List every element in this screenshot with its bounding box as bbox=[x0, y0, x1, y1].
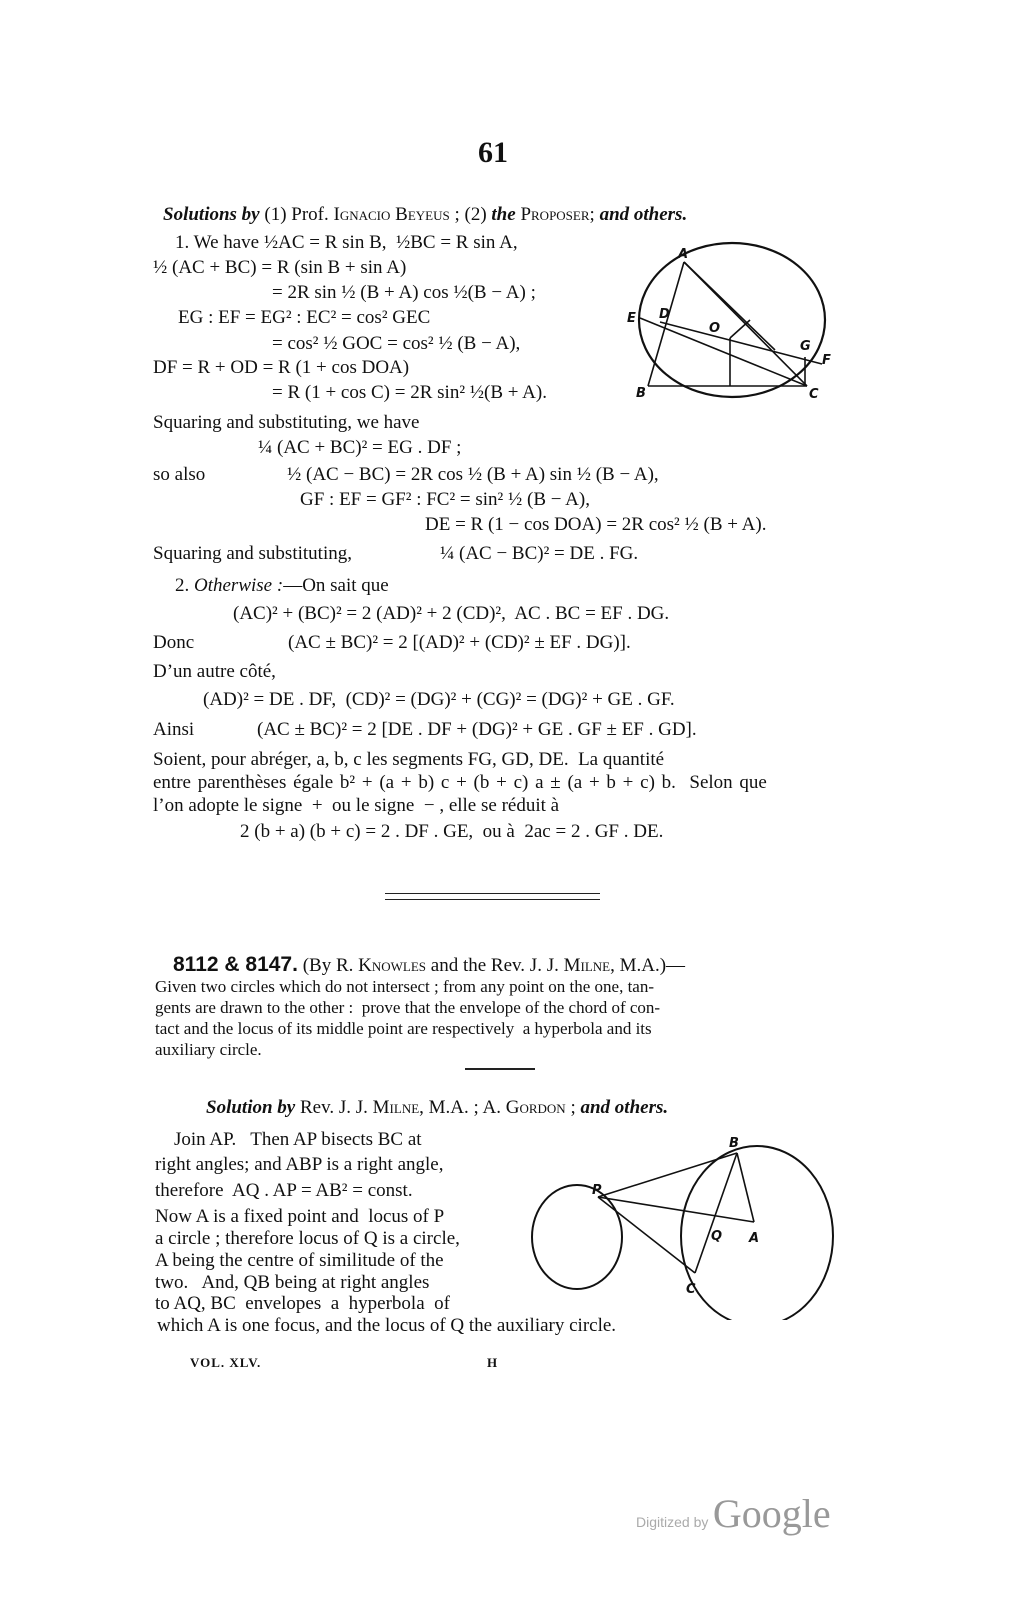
heading-text: ; (2) bbox=[449, 204, 492, 225]
text-line: GF : EF = GF² : FC² = sin² ½ (B − A), bbox=[300, 489, 590, 510]
text-line: = 2R sin ½ (B + A) cos ½(B − A) ; bbox=[272, 282, 536, 303]
text-line: ¼ (AC − BC)² = DE . FG. bbox=[440, 543, 639, 564]
equation: 2 (b + a) (b + c) = 2 . DF . GE, ou à 2ac = 2 . GF . DE. bbox=[240, 821, 664, 842]
text-line: therefore AQ . AP = AB² = const. bbox=[155, 1180, 413, 1201]
text-line: so also bbox=[153, 464, 206, 485]
heading-italic: and others. bbox=[580, 1097, 669, 1118]
text-line: which A is one focus, and the locus of Q the auxiliary circle. bbox=[157, 1315, 617, 1336]
question-line: tact and the locus of its middle point are respectively a hyperbola and its bbox=[155, 1019, 652, 1038]
text-line: Soient, pour abréger, a, b, c les segments FG, GD, DE. La quantité bbox=[153, 749, 665, 770]
question-line: auxiliary circle. bbox=[155, 1040, 262, 1059]
google-watermark bbox=[636, 1490, 831, 1537]
google-logo: Google bbox=[712, 1491, 831, 1536]
label-c: C bbox=[686, 1282, 696, 1297]
figure-circle-triangle bbox=[620, 235, 840, 410]
text-line: Now A is a fixed point and locus of P bbox=[155, 1206, 445, 1227]
intro-text: —On sait que bbox=[283, 575, 389, 596]
text-line: l’on adopte le signe + ou le signe − , elle se réduit à bbox=[153, 795, 560, 816]
heading-text: Rev. J. J. bbox=[295, 1097, 373, 1118]
signature-mark: H bbox=[487, 1355, 498, 1370]
text-line: Join AP. Then AP bisects BC at bbox=[174, 1129, 422, 1150]
heading-italic: Solutions by bbox=[163, 204, 260, 225]
heading-name: Ignacio Beyeus bbox=[333, 204, 450, 225]
text-line: ½ (AC − BC) = 2R cos ½ (B + A) sin ½ (B − A), bbox=[287, 464, 659, 485]
label-p: P bbox=[592, 1183, 602, 1198]
heading-italic: the bbox=[491, 204, 516, 225]
equation: (AC ± BC)² = 2 [DE . DF + (DG)² + GE . GF ± EF . GD]. bbox=[257, 719, 697, 740]
label-g: G bbox=[800, 339, 811, 354]
question-text: (By R. bbox=[297, 955, 359, 976]
text-line: to AQ, BC envelopes a hyperbola of bbox=[155, 1293, 450, 1314]
volume-footer: VOL. XLV. bbox=[190, 1355, 262, 1370]
text-line: Squaring and substituting, we have bbox=[153, 412, 420, 433]
text-line: EG : EF = EG² : EC² = cos² GEC bbox=[178, 307, 431, 328]
question-number: 8112 & 8147. bbox=[173, 953, 298, 976]
text-line: A being the centre of similitude of the bbox=[155, 1250, 444, 1271]
page-number: 61 bbox=[478, 136, 508, 169]
label-a: A bbox=[678, 247, 689, 262]
text-line: Ainsi bbox=[153, 719, 195, 740]
heading-italic: Solution by bbox=[206, 1097, 296, 1118]
text-line: = cos² ½ GOC = cos² ½ (B − A), bbox=[272, 333, 521, 354]
label-c: C bbox=[809, 387, 819, 402]
text-line: right angles; and ABP is a right angle, bbox=[155, 1154, 444, 1175]
heading-text: , M.A. ; A. bbox=[419, 1097, 506, 1118]
author-name: Milne bbox=[372, 1097, 420, 1118]
figure-two-circles bbox=[520, 1130, 840, 1320]
label-e: E bbox=[627, 311, 636, 326]
solution-heading bbox=[206, 1097, 668, 1119]
small-circle bbox=[532, 1185, 622, 1289]
text-line: entre parenthèses égale b² + (a + b) c + (b + c) a ± (a + b + c) b. Selon que bbox=[153, 772, 767, 793]
heading-text: ; bbox=[589, 204, 600, 225]
question-text: and the Rev. J. J. bbox=[426, 955, 564, 976]
otherwise-line bbox=[175, 575, 389, 597]
question-line: Given two circles which do not intersect ; from any point on the one, tan- bbox=[155, 977, 655, 996]
short-divider bbox=[465, 1068, 535, 1070]
heading-text: ; bbox=[565, 1097, 581, 1118]
author-name: Knowles bbox=[358, 955, 427, 976]
text-line: DF = R + OD = R (1 + cos DOA) bbox=[153, 357, 410, 378]
text-line: Donc bbox=[153, 632, 195, 653]
text-line: ½ (AC + BC) = R (sin B + sin A) bbox=[153, 257, 407, 278]
label-b: B bbox=[636, 386, 646, 401]
divider bbox=[385, 893, 600, 894]
equation: (AD)² = DE . DF, (CD)² = (DG)² + (CG)² = (DG)² + GE . GF. bbox=[203, 689, 675, 710]
text-line: ¼ (AC + BC)² = EG . DF ; bbox=[258, 437, 462, 458]
heading-text: (1) Prof. bbox=[259, 204, 334, 225]
label-b: B bbox=[729, 1136, 739, 1151]
heading-italic: and others. bbox=[599, 204, 688, 225]
author-name: Gordon bbox=[505, 1097, 566, 1118]
question-line: gents are drawn to the other : prove that the envelope of the chord of con- bbox=[155, 998, 661, 1017]
text-line: D’un autre côté, bbox=[153, 661, 276, 682]
label-q: Q bbox=[711, 1229, 723, 1244]
text-line: two. And, QB being at right angles bbox=[155, 1272, 430, 1293]
text-line: = R (1 + cos C) = 2R sin² ½(B + A). bbox=[272, 382, 547, 403]
divider bbox=[385, 899, 600, 900]
heading-name: Proposer bbox=[515, 204, 590, 225]
text-line: 1. We have ½AC = R sin B, ½BC = R sin A, bbox=[175, 232, 518, 253]
equation: (AC)² + (BC)² = 2 (AD)² + 2 (CD)², AC . BC = EF . DG. bbox=[233, 603, 670, 624]
label-f: F bbox=[822, 353, 831, 368]
otherwise-label: Otherwise : bbox=[194, 575, 284, 596]
solutions-heading bbox=[163, 204, 687, 226]
text-line: DE = R (1 − cos DOA) = 2R cos² ½ (B + A). bbox=[425, 514, 767, 535]
equation: (AC ± BC)² = 2 [(AD)² + (CD)² ± EF . DG)]. bbox=[288, 632, 631, 653]
text-line: Squaring and substituting, bbox=[153, 543, 352, 564]
author-name: Milne bbox=[563, 955, 611, 976]
label-d: D bbox=[659, 307, 670, 322]
question-text: , M.A.)— bbox=[610, 955, 686, 976]
text-line: a circle ; therefore locus of Q is a circle, bbox=[155, 1228, 460, 1249]
label-a: A bbox=[749, 1231, 760, 1246]
digitized-label: Digitized by bbox=[636, 1514, 709, 1530]
label-o: O bbox=[709, 321, 721, 336]
part-number: 2. bbox=[175, 575, 194, 596]
question-heading bbox=[173, 954, 685, 977]
